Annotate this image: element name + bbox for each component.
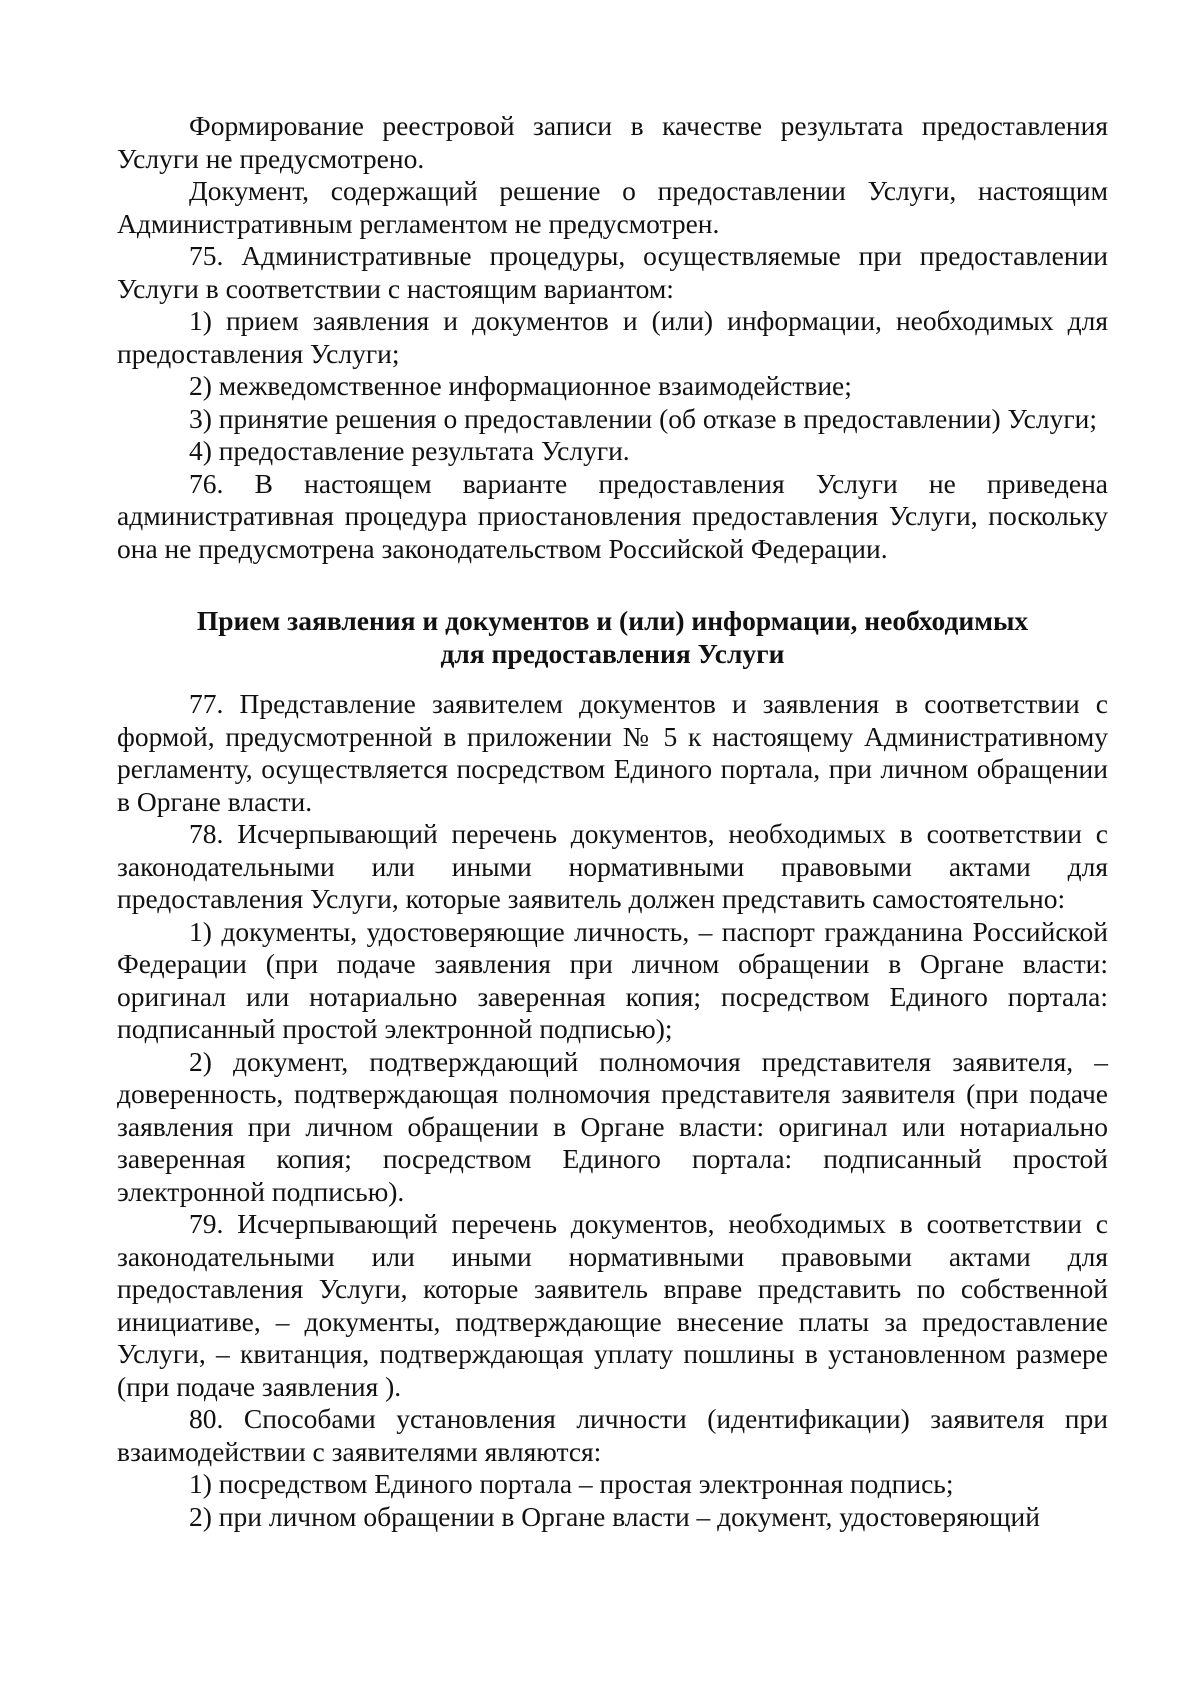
paragraph-76: 76. В настоящем варианте предоставления Услуги не приведена административная процедура приостановления предоставления Услуги, поскольку она не предусмотрена законодательством Российской Федерации. [117,467,1108,564]
paragraph-77: 77. Представление заявителем документов и заявления в соответствии с формой, предусмотренной в приложении № 5 к настоящему Административному регламенту, осуществляется посредством Единого портала, при личном обращении в Органе власти. [117,688,1108,817]
list-item-75-4: 4) предоставление результата Услуги. [189,435,630,466]
paragraph-75: 75. Административные процедуры, осуществляемые при предоставлении Услуги в соответствии с настоящим вариантом: [117,240,1108,304]
paragraph-decision-document: Документ, содержащий решение о предоставлении Услуги, настоящим Административным регламентом не предусмотрен. [117,175,1108,239]
list-item-80-2: 2) при личном обращении в Органе власти – документ, удостоверяющий [189,1500,1040,1532]
paragraph-80: 80. Способами установления личности (идентификации) заявителя при взаимодействии с заявителями являются: [117,1403,1108,1467]
document-page [117,110,1108,1533]
list-item-78-1: 1) документы, удостоверяющие личность, – паспорт гражданина Российской Федерации (при подаче заявления при личном обращении в Органе власти: оригинал или нотариально заверенная копия; посредством Единого портала: подписанный простой электронной подписью); [117,915,1108,1044]
list-item-75-1: 1) прием заявления и документов и (или) информации, необходимых для предоставления Услуги; [117,305,1108,369]
list-item-75-2: 2) межведомственное информационное взаимодействие; [189,370,852,401]
paragraph-79: 79. Исчерпывающий перечень документов, необходимых в соответствии с законодательными или иными нормативными правовыми актами для предоставления Услуги, которые заявитель вправе представить по собственной инициативе, – документы, подтверждающие внесение платы за предоставление Услуги, – квитанция, подтверждающая уплату пошлины в установленном размере (при подаче заявления ). [117,1208,1108,1402]
list-item-78-2: 2) документ, подтверждающий полномочия представителя заявителя, – доверенность, подтверждающая полномочия представителя заявителя (при подаче заявления при личном обращении в Органе власти: оригинал или нотариально заверенная копия; посредством Единого портала: подписанный простой электронной подписью). [117,1045,1108,1207]
list-item-80-1: 1) посредством Единого портала – простая электронная подпись; [189,1468,954,1499]
paragraph-registry-record: Формирование реестровой записи в качестве результата предоставления Услуги не предусмотрено. [117,110,1108,174]
paragraph-78: 78. Исчерпывающий перечень документов, необходимых в соответствии с законодательными или иными нормативными правовыми актами для предоставления Услуги, которые заявитель должен представить самостоятельно: [117,818,1108,914]
section-heading: Прием заявления и документов и (или) информации, необходимых для предоставления Услуги [196,605,1029,669]
list-item-75-3: 3) принятие решения о предоставлении (об отказе в предоставлении) Услуги; [189,402,1097,434]
